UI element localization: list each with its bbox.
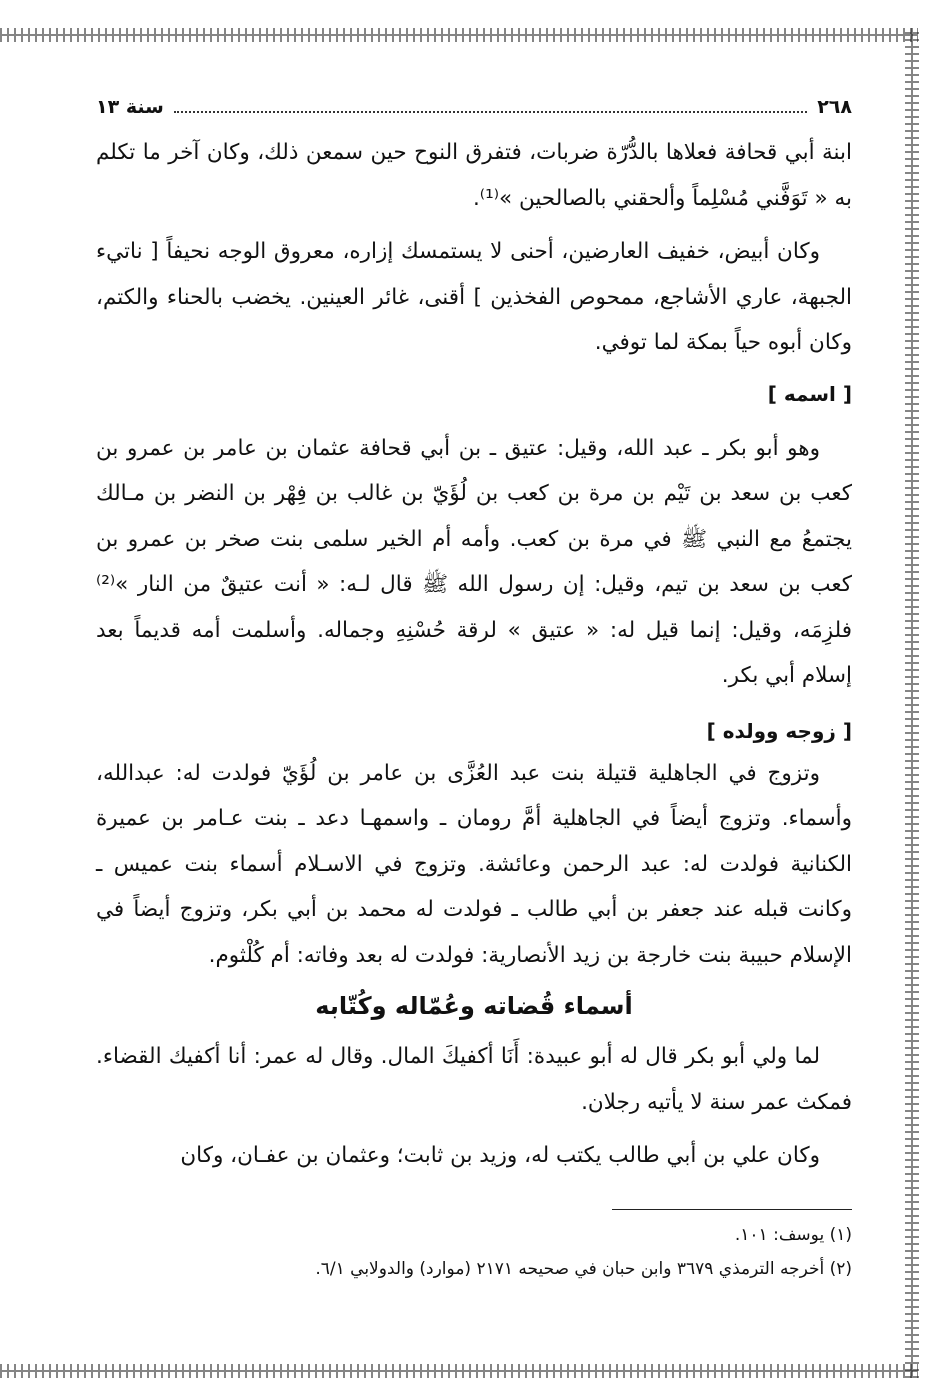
footnote-2: (٢) أخرجه الترمذي ٣٦٧٩ وابن حبان في صحيحه ٢١٧١ (موارد) والدولابي ٦/١.: [315, 1258, 852, 1279]
footnote-rule: [612, 1209, 852, 1210]
paragraph-family: وتزوج في الجاهلية قتيلة بنت عبد العُزَّى بن عامر بن لُؤَيّ فولدت له: عبدالله، وأسماء. وتزوج أيضاً في الجاهلية أمَّ رومان ـ واسمهـا دعد ـ بنت عـامر بن عميرة الكنانية فولدت له: عبد الرحمن وعائشة. وتزوج في الاسـلام أسماء بنت عميس ـ وكانت قبله عند جعفر بن أبي طالب ـ فولدت له محمد بن أبي بكر، وتزوج أيضاً في الإسلام حبيبة بنت خارجة بن زيد الأنصارية: فولدت له بعد وفاته: أم كُلْثوم.: [96, 760, 852, 968]
book-page: [96, 96, 852, 1286]
subheading-family: [ زوجه وولده ]: [706, 718, 852, 743]
paragraph-judges-1: لما ولي أبو بكر قال له أبو عبيدة: أَنَا أكفيكَ المال. وقال له عمر: أنا أكفيك القضاء. فمكث عمر سنة لا يأتيه رجلان.: [96, 1044, 852, 1115]
page-border-top: [0, 28, 918, 42]
running-header: [96, 96, 852, 130]
paragraph-description: وكان أبيض، خفيف العارضين، أحنى لا يستمسك إزاره، معروق الوجه نحيفاً [ ناتيء الجبهة، عاري الأشاجع، ممحوص الفخذين ] أقنى، غائر العينين. يخضب بالحناء والكتم، وكان أبوه حياً بمكة لما توفي.: [96, 239, 852, 355]
paragraph-name: وهو أبو بكر ـ عبد الله، وقيل: عتيق ـ بن أبي قحافة عثمان بن عامر بن عمرو بن كعب بن سعد بن تَيْم بن مرة بن كعب بن لُؤَيّ بن غالب بن فِهْر بن النضر بن مـالك يجتمعُ مع النبي ﷺ في مرة بن كعب. وأمه أم الخير سلمى بنت صخر بن عمرو بن كعب بن سعد بن تيم، وقيل: إن رسول الله ﷺ قال لـه: « أنت عتيقٌ من النار »⁽²⁾ فلزِمَه، وقيل: إنما قيل له: « عتيق » لرقة حُسْنِهِ وجماله. وأسلمت أمه قديماً بعد إسلام أبي بكر.: [96, 435, 852, 688]
section-heading-judges: أسماء قُضاته وعُمّاله وكُتّابه: [315, 992, 633, 1020]
subheading-name: [ اسمه ]: [767, 381, 852, 406]
running-year: سنة ١٣: [96, 96, 164, 118]
page-border-bottom: [0, 1364, 918, 1378]
paragraph-judges-2: وكان علي بن أبي طالب يكتب له، وزيد بن ثابت؛ وعثمان بن عفـان، وكان: [180, 1143, 820, 1168]
page-border-right: [905, 28, 919, 1378]
paragraph-intro: ابنة أبي قحافة فعلاها بالدُّرّة ضربات، فتفرق النوح حين سمعن ذلك، وكان آخر ما تكلم به « تَوَفَّني مُسْلِماً وألحقني بالصالحين »⁽¹⁾.: [96, 140, 852, 211]
footnote-1: (١) يوسف: ١٠١.: [734, 1224, 852, 1245]
header-dotted-line: [174, 99, 807, 113]
page-number: ٢٦٨: [817, 96, 852, 118]
